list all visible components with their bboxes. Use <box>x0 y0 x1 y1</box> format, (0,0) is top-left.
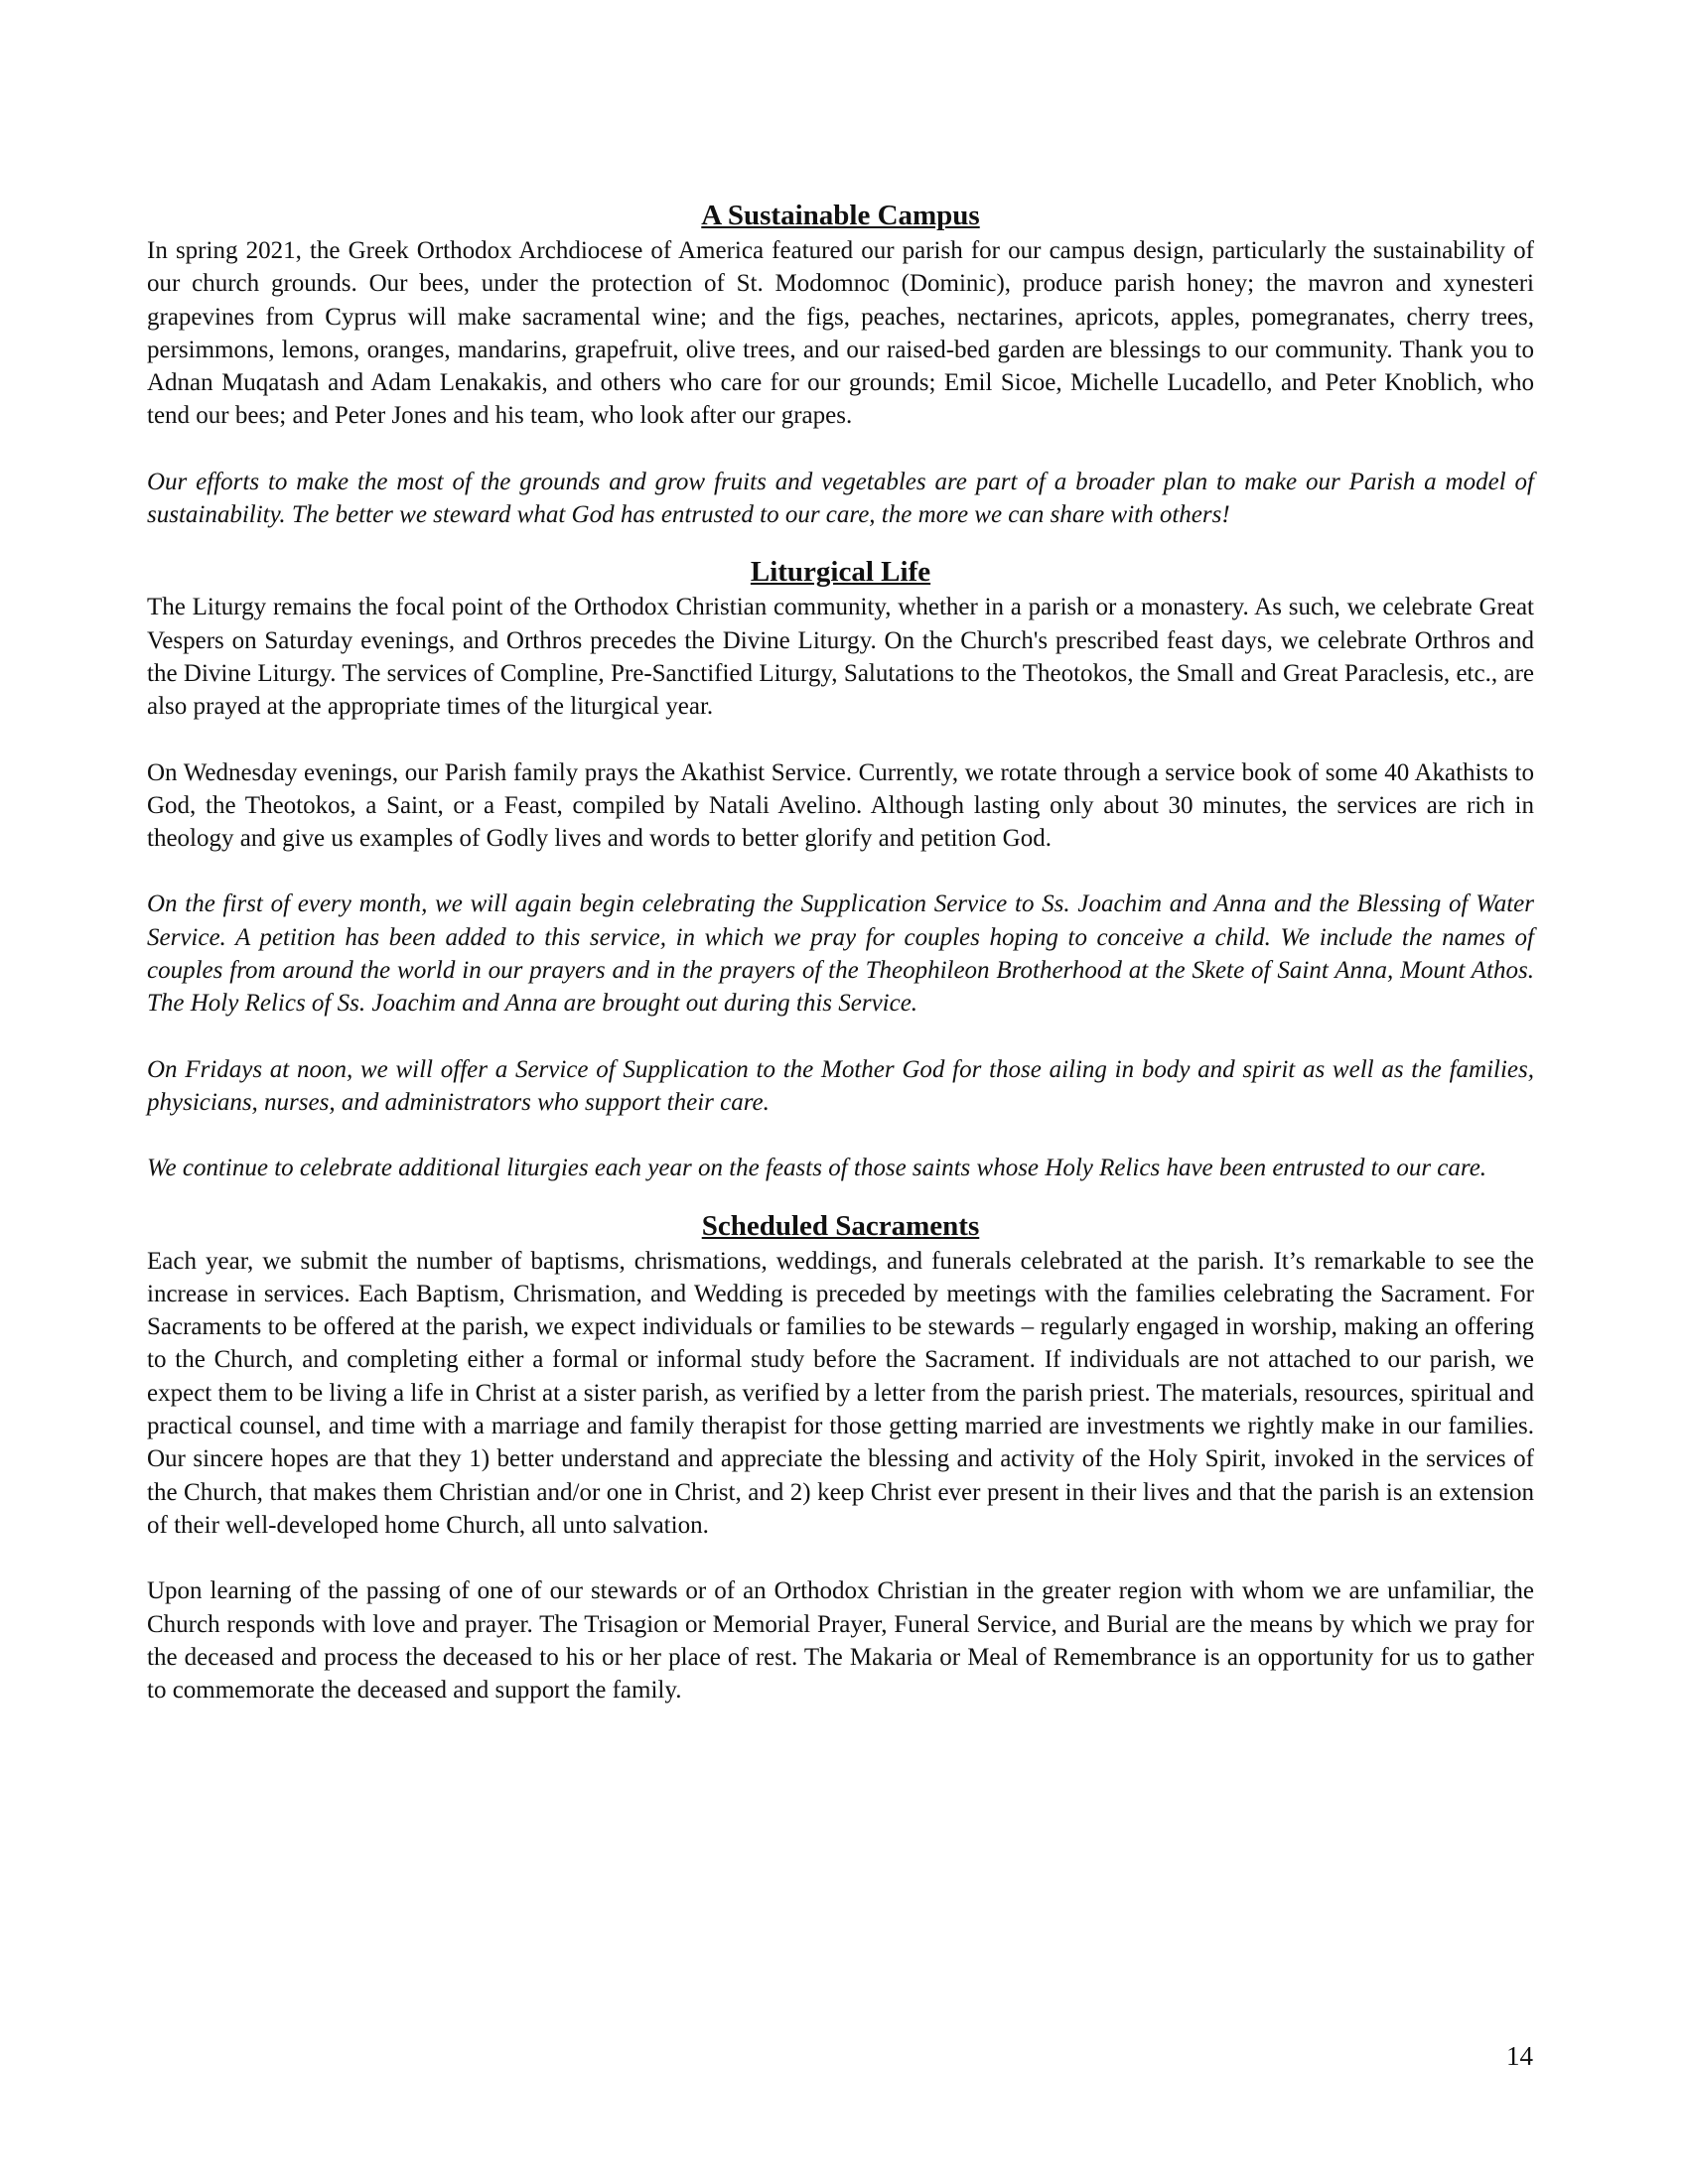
section-liturgical-life <box>147 555 1534 1184</box>
paragraph: Upon learning of the passing of one of our stewards or of an Orthodox Christian in the greater region with whom we are unfamiliar, the Church responds with love and prayer. The Trisagion or Memorial Prayer, Funeral Service, and Burial are the means by which we pray for the deceased and process the deceased to his or her place of rest. The Makaria or Meal of Remembrance is an opportunity for us to gather to commemorate the deceased and support the family. <box>147 1577 1534 1705</box>
paragraph-italic: On Fridays at noon, we will offer a Service of Supplication to the Mother God for those ailing in body and spirit as well as the families, physicians, nurses, and administrators who support their care. <box>147 1055 1534 1116</box>
paragraph: Each year, we submit the number of baptisms, chrismations, weddings, and funerals celebrated at the parish. It’s remarkable to see the increase in services. Each Baptism, Chrismation, and Wedding is preceded by meetings with the families celebrating the Sacrament. For Sacraments to be offered at the parish, we expect individuals or families to be stewards – regularly engaged in worship, making an offering to the Church, and completing either a formal or informal study before the Sacrament. If individuals are not attached to our parish, we expect them to be living a life in Christ at a sister parish, as verified by a letter from the parish priest. The materials, resources, spiritual and practical counsel, and time with a marriage and family therapist for those getting married are investments we rightly make in our families. Our sincere hopes are that they 1) better understand and appreciate the blessing and activity of the Holy Spirit, invoked in the services of the Church, that makes them Christian and/or one in Christ, and 2) keep Christ ever present in their lives and that the parish is an extension of their well-developed home Church, all unto salvation. <box>147 1247 1534 1539</box>
section-heading: A Sustainable Campus <box>701 200 980 231</box>
paragraph-italic: Our efforts to make the most of the grounds and grow fruits and vegetables are part of a broader plan to make our Parish a model of sustainability. The better we steward what God has entrusted to our care, the more we can share with others! <box>147 468 1534 529</box>
page-number: 14 <box>1506 2041 1533 2071</box>
paragraph: In spring 2021, the Greek Orthodox Archdiocese of America featured our parish for our campus design, particularly the sustainability of our church grounds. Our bees, under the protection of St. Modomnoc (Dominic), produce parish honey; the mavron and xynesteri grapevines from Cyprus will make sacramental wine; and the figs, peaches, nectarines, apricots, apples, pomegranates, cherry trees, persimmons, lemons, oranges, mandarins, grapefruit, olive trees, and our raised-bed garden are blessings to our community. Thank you to Adnan Muqatash and Adam Lenakakis, and others who care for our grounds; Emil Sicoe, Michelle Lucadello, and Peter Knoblich, who tend our bees; and Peter Jones and his team, who look after our grapes. <box>147 237 1534 430</box>
section-heading: Liturgical Life <box>750 556 931 589</box>
paragraph-italic: We continue to celebrate additional liturgies each year on the feasts of those saints whose Holy Relics have been entrusted to our care. <box>147 1155 1487 1182</box>
section-heading: Scheduled Sacraments <box>701 1209 980 1242</box>
paragraph: The Liturgy remains the focal point of the Orthodox Christian community, whether in a parish or a monastery. As such, we celebrate Great Vespers on Saturday evenings, and Orthros precedes the Divine Liturgy. On the Church's prescribed feast days, we celebrate Orthros and the Divine Liturgy. The services of Compline, Pre-Sanctified Liturgy, Salutations to the Theotokos, the Small and Great Paraclesis, etc., are also prayed at the appropriate times of the liturgical year. <box>147 594 1534 721</box>
section-sustainable-campus <box>147 199 1534 531</box>
section-scheduled-sacraments <box>147 1209 1534 1707</box>
paragraph-italic: On the first of every month, we will again begin celebrating the Supplication Service to Ss. Joachim and Anna and the Blessing of Water Service. A petition has been added to this service, in which we pray for couples hoping to conceive a child. We include the names of couples from around the world in our prayers and in the prayers of the Theophileon Brotherhood at the Skete of Saint Anna, Mount Athos. The Holy Relics of Ss. Joachim and Anna are brought out during this Service. <box>147 890 1534 1018</box>
paragraph: On Wednesday evenings, our Parish family prays the Akathist Service. Currently, we rotate through a service book of some 40 Akathists to God, the Theotokos, a Saint, or a Feast, compiled by Natali Avelino. Although lasting only about 30 minutes, the services are rich in theology and give us examples of Godly lives and words to better glorify and petition God. <box>147 758 1534 853</box>
page-body <box>147 199 1534 1706</box>
